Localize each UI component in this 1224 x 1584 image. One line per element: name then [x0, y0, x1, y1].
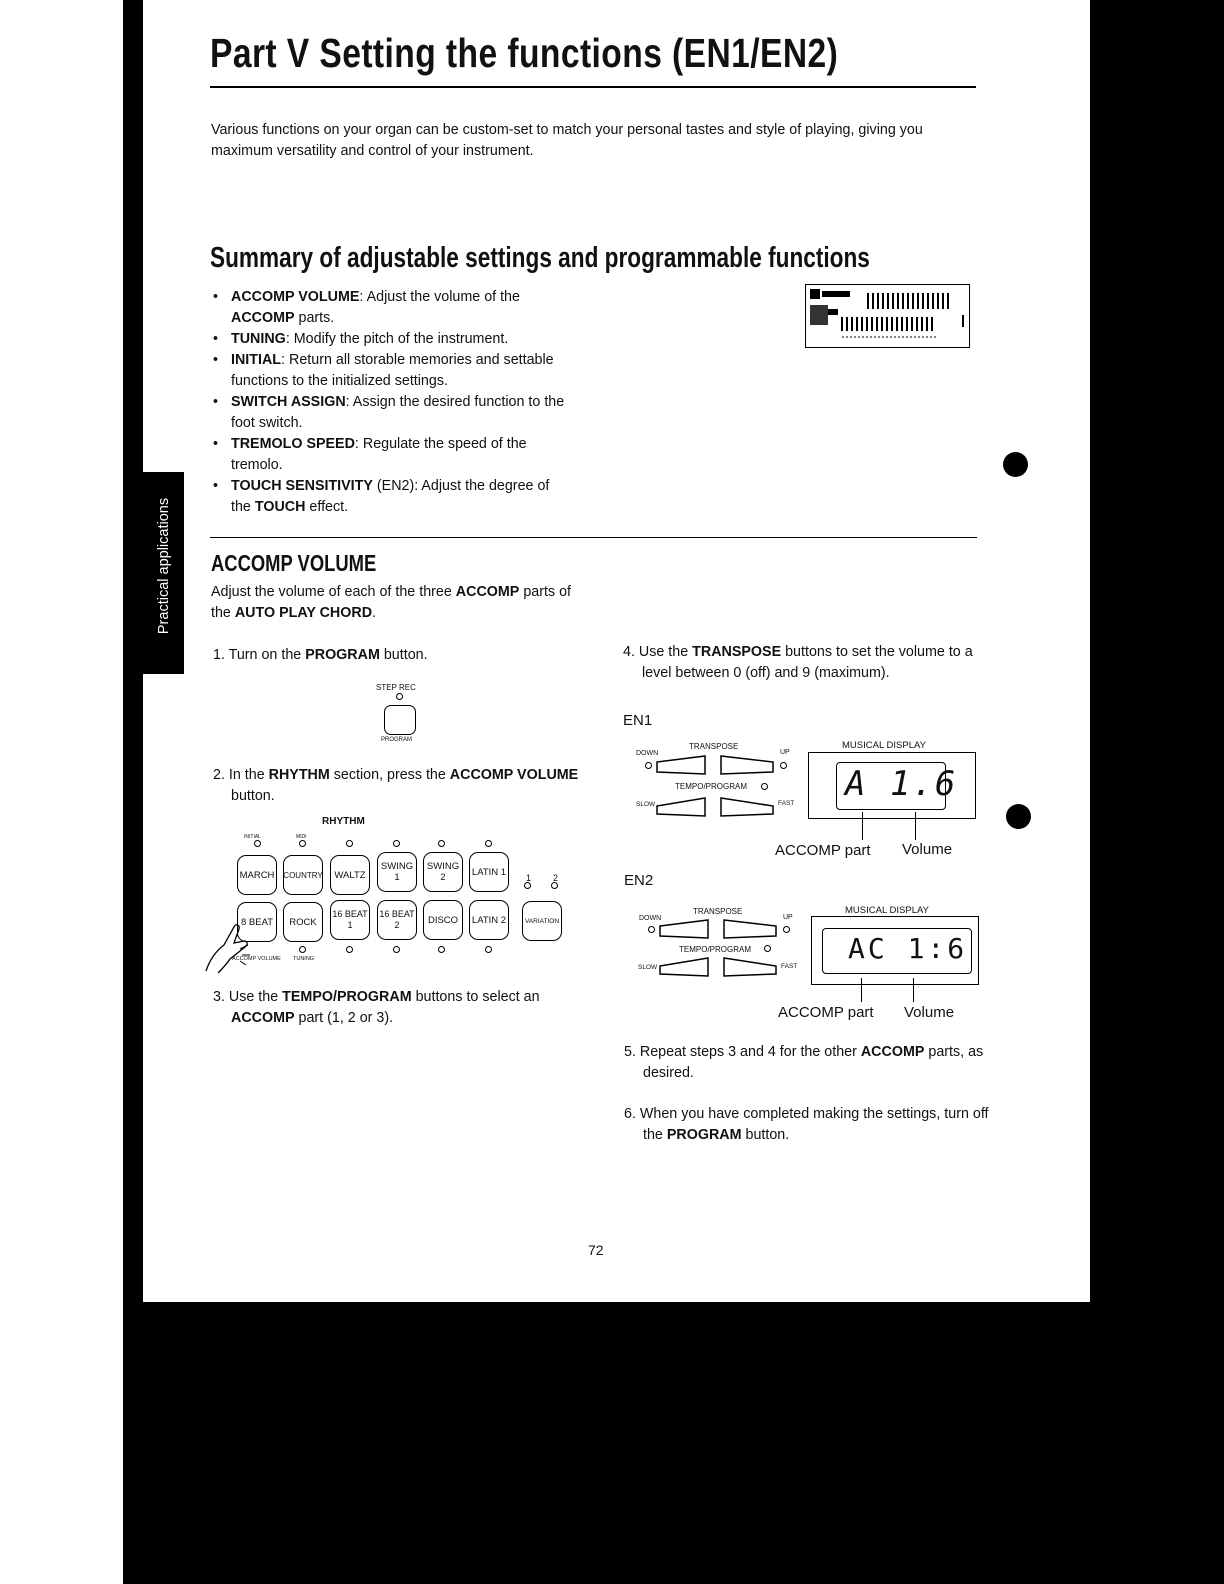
intro-paragraph: Various functions on your organ can be custom-set to match your personal tastes and style of playing, giving you maximum versatility and control of your instrument. — [211, 122, 923, 159]
step-rec-led — [396, 693, 403, 700]
led — [648, 926, 655, 933]
led — [254, 840, 261, 847]
slow-label: SLOW — [638, 964, 658, 971]
tempo-fast-button[interactable] — [724, 958, 776, 976]
lcd-thumbnail — [805, 284, 970, 348]
program-button[interactable] — [384, 705, 416, 735]
bottom-black-border — [123, 1302, 1090, 1584]
step-3: 3. Use the TEMPO/PROGRAM buttons to select an ACCOMP part (1, 2 or 3). — [213, 989, 540, 1026]
step-6: 6. When you have completed making the settings, turn off the PROGRAM button. — [624, 1106, 989, 1143]
summary-heading: Summary of adjustable settings and programmable functions — [210, 242, 870, 274]
transpose-down-button[interactable] — [660, 920, 708, 938]
transpose-label: TRANSPOSE — [693, 907, 743, 916]
disco-button[interactable]: DISCO — [423, 900, 463, 940]
led — [524, 882, 531, 889]
transpose-down-button[interactable] — [657, 756, 705, 774]
down-label: DOWN — [636, 750, 659, 757]
step-4: 4. Use the TRANSPOSE buttons to set the volume to a level between 0 (off) and 9 (maximum). — [623, 644, 973, 681]
title-rule — [210, 86, 976, 88]
led — [761, 783, 768, 790]
variation-num-2: 2 — [553, 873, 559, 883]
side-tab — [143, 472, 184, 674]
led — [346, 946, 353, 953]
pointer-line — [915, 812, 916, 840]
step-5: 5. Repeat steps 3 and 4 for the other ACCOMP parts, as desired. — [624, 1044, 984, 1081]
accomp-intro: Adjust the volume of each of the three ACCOMP parts of the AUTO PLAY CHORD. — [211, 584, 571, 621]
variation-num-1: 1 — [526, 873, 532, 883]
rock-button[interactable]: ROCK — [283, 902, 323, 942]
tuning-label: TUNING — [293, 956, 315, 962]
en1-label: EN1 — [623, 712, 653, 729]
led — [299, 946, 306, 953]
slow-label: SLOW — [636, 801, 656, 808]
march-button[interactable]: MARCH — [237, 855, 277, 895]
pointer-line — [913, 978, 914, 1002]
8-beat-button[interactable]: 8 BEAT — [237, 902, 277, 942]
waltz-button[interactable]: WALTZ — [330, 855, 370, 895]
step-1: 1. Turn on the PROGRAM button. — [213, 647, 428, 663]
rhythm-title: RHYTHM — [322, 816, 365, 827]
list-item: • TREMOLO SPEED: Regulate the speed of the tremolo. — [213, 434, 573, 476]
led — [393, 840, 400, 847]
side-tab-label: Practical applications — [156, 497, 172, 635]
led — [438, 840, 445, 847]
step-2: 2. In the RHYTHM section, press the ACCOMP VOLUME button. — [213, 767, 579, 804]
led — [780, 762, 787, 769]
pointer-line — [861, 978, 862, 1002]
en2-label: EN2 — [624, 872, 654, 889]
list-item: • INITIAL: Return all storable memories and settable functions to the initialized settings. — [213, 350, 573, 392]
latin-1-button[interactable]: LATIN 1 — [469, 852, 509, 892]
tempo-slow-button[interactable] — [660, 958, 708, 976]
list-item: • SWITCH ASSIGN: Assign the desired function to the foot switch. — [213, 392, 573, 434]
margin-dot — [1006, 804, 1031, 829]
summary-list — [213, 287, 573, 518]
en1-caption-volume: Volume — [902, 841, 953, 858]
led — [393, 946, 400, 953]
16-beat-2-button[interactable]: 16 BEAT 2 — [377, 900, 417, 940]
en1-musical-display — [808, 752, 976, 819]
pointer-line — [862, 812, 863, 840]
musical-display-title: MUSICAL DISPLAY — [845, 905, 929, 916]
tempo-program-label: TEMPO/PROGRAM — [675, 782, 748, 791]
led — [299, 840, 306, 847]
transpose-label: TRANSPOSE — [689, 742, 739, 751]
en2-caption-volume: Volume — [904, 1004, 955, 1021]
up-label: UP — [780, 749, 790, 756]
transpose-up-button[interactable] — [721, 756, 773, 774]
musical-display-title: MUSICAL DISPLAY — [842, 740, 926, 751]
en2-caption-part: ACCOMP part — [778, 1004, 874, 1021]
left-black-border — [123, 0, 143, 1302]
led — [438, 946, 445, 953]
en2-musical-display — [811, 916, 979, 985]
tempo-fast-button[interactable] — [721, 798, 773, 816]
led — [485, 946, 492, 953]
country-button[interactable]: COUNTRY — [283, 855, 323, 895]
midi-label: MIDI — [296, 834, 307, 840]
swing-1-button[interactable]: SWING 1 — [377, 852, 417, 892]
accomp-volume-heading: ACCOMP VOLUME — [211, 550, 377, 576]
margin-dot — [1003, 452, 1028, 477]
tempo-program-label: TEMPO/PROGRAM — [679, 945, 752, 954]
list-item: • TUNING: Modify the pitch of the instrument. — [213, 329, 573, 350]
down-label: DOWN — [639, 915, 662, 922]
transpose-up-button[interactable] — [724, 920, 776, 938]
led — [645, 762, 652, 769]
program-label: PROGRAM — [381, 737, 413, 743]
fast-label: FAST — [778, 800, 795, 807]
section-rule — [210, 537, 977, 538]
fast-label: FAST — [781, 963, 798, 970]
list-item: • ACCOMP VOLUME: Adjust the volume of the ACCOMP parts. — [213, 287, 573, 329]
led — [485, 840, 492, 847]
right-black-border — [1090, 0, 1224, 1584]
up-label: UP — [783, 914, 793, 921]
page-number: 72 — [588, 1242, 604, 1258]
swing-2-button[interactable]: SWING 2 — [423, 852, 463, 892]
tempo-slow-button[interactable] — [657, 798, 705, 816]
pointing-hand-icon — [200, 915, 260, 975]
list-item: • TOUCH SENSITIVITY (EN2): Adjust the degree of the TOUCH effect. — [213, 476, 573, 518]
variation-button[interactable]: VARIATION — [522, 901, 562, 941]
led — [346, 840, 353, 847]
led — [783, 926, 790, 933]
accomp-volume-label: ACCOMP VOLUME — [232, 956, 281, 962]
initial-label: INITIAL — [244, 834, 261, 840]
step-rec-label: STEP REC — [376, 683, 416, 692]
16-beat-1-button[interactable]: 16 BEAT 1 — [330, 900, 370, 940]
page-title: Part V Setting the functions (EN1/EN2) — [210, 30, 839, 76]
en1-display-readout: A 1.6 — [845, 764, 958, 804]
latin-2-button[interactable]: LATIN 2 — [469, 900, 509, 940]
en2-display-readout: AC 1:6 — [848, 932, 968, 965]
led — [764, 945, 771, 952]
left-margin — [0, 0, 123, 1584]
en1-caption-part: ACCOMP part — [775, 842, 871, 859]
led — [551, 882, 558, 889]
